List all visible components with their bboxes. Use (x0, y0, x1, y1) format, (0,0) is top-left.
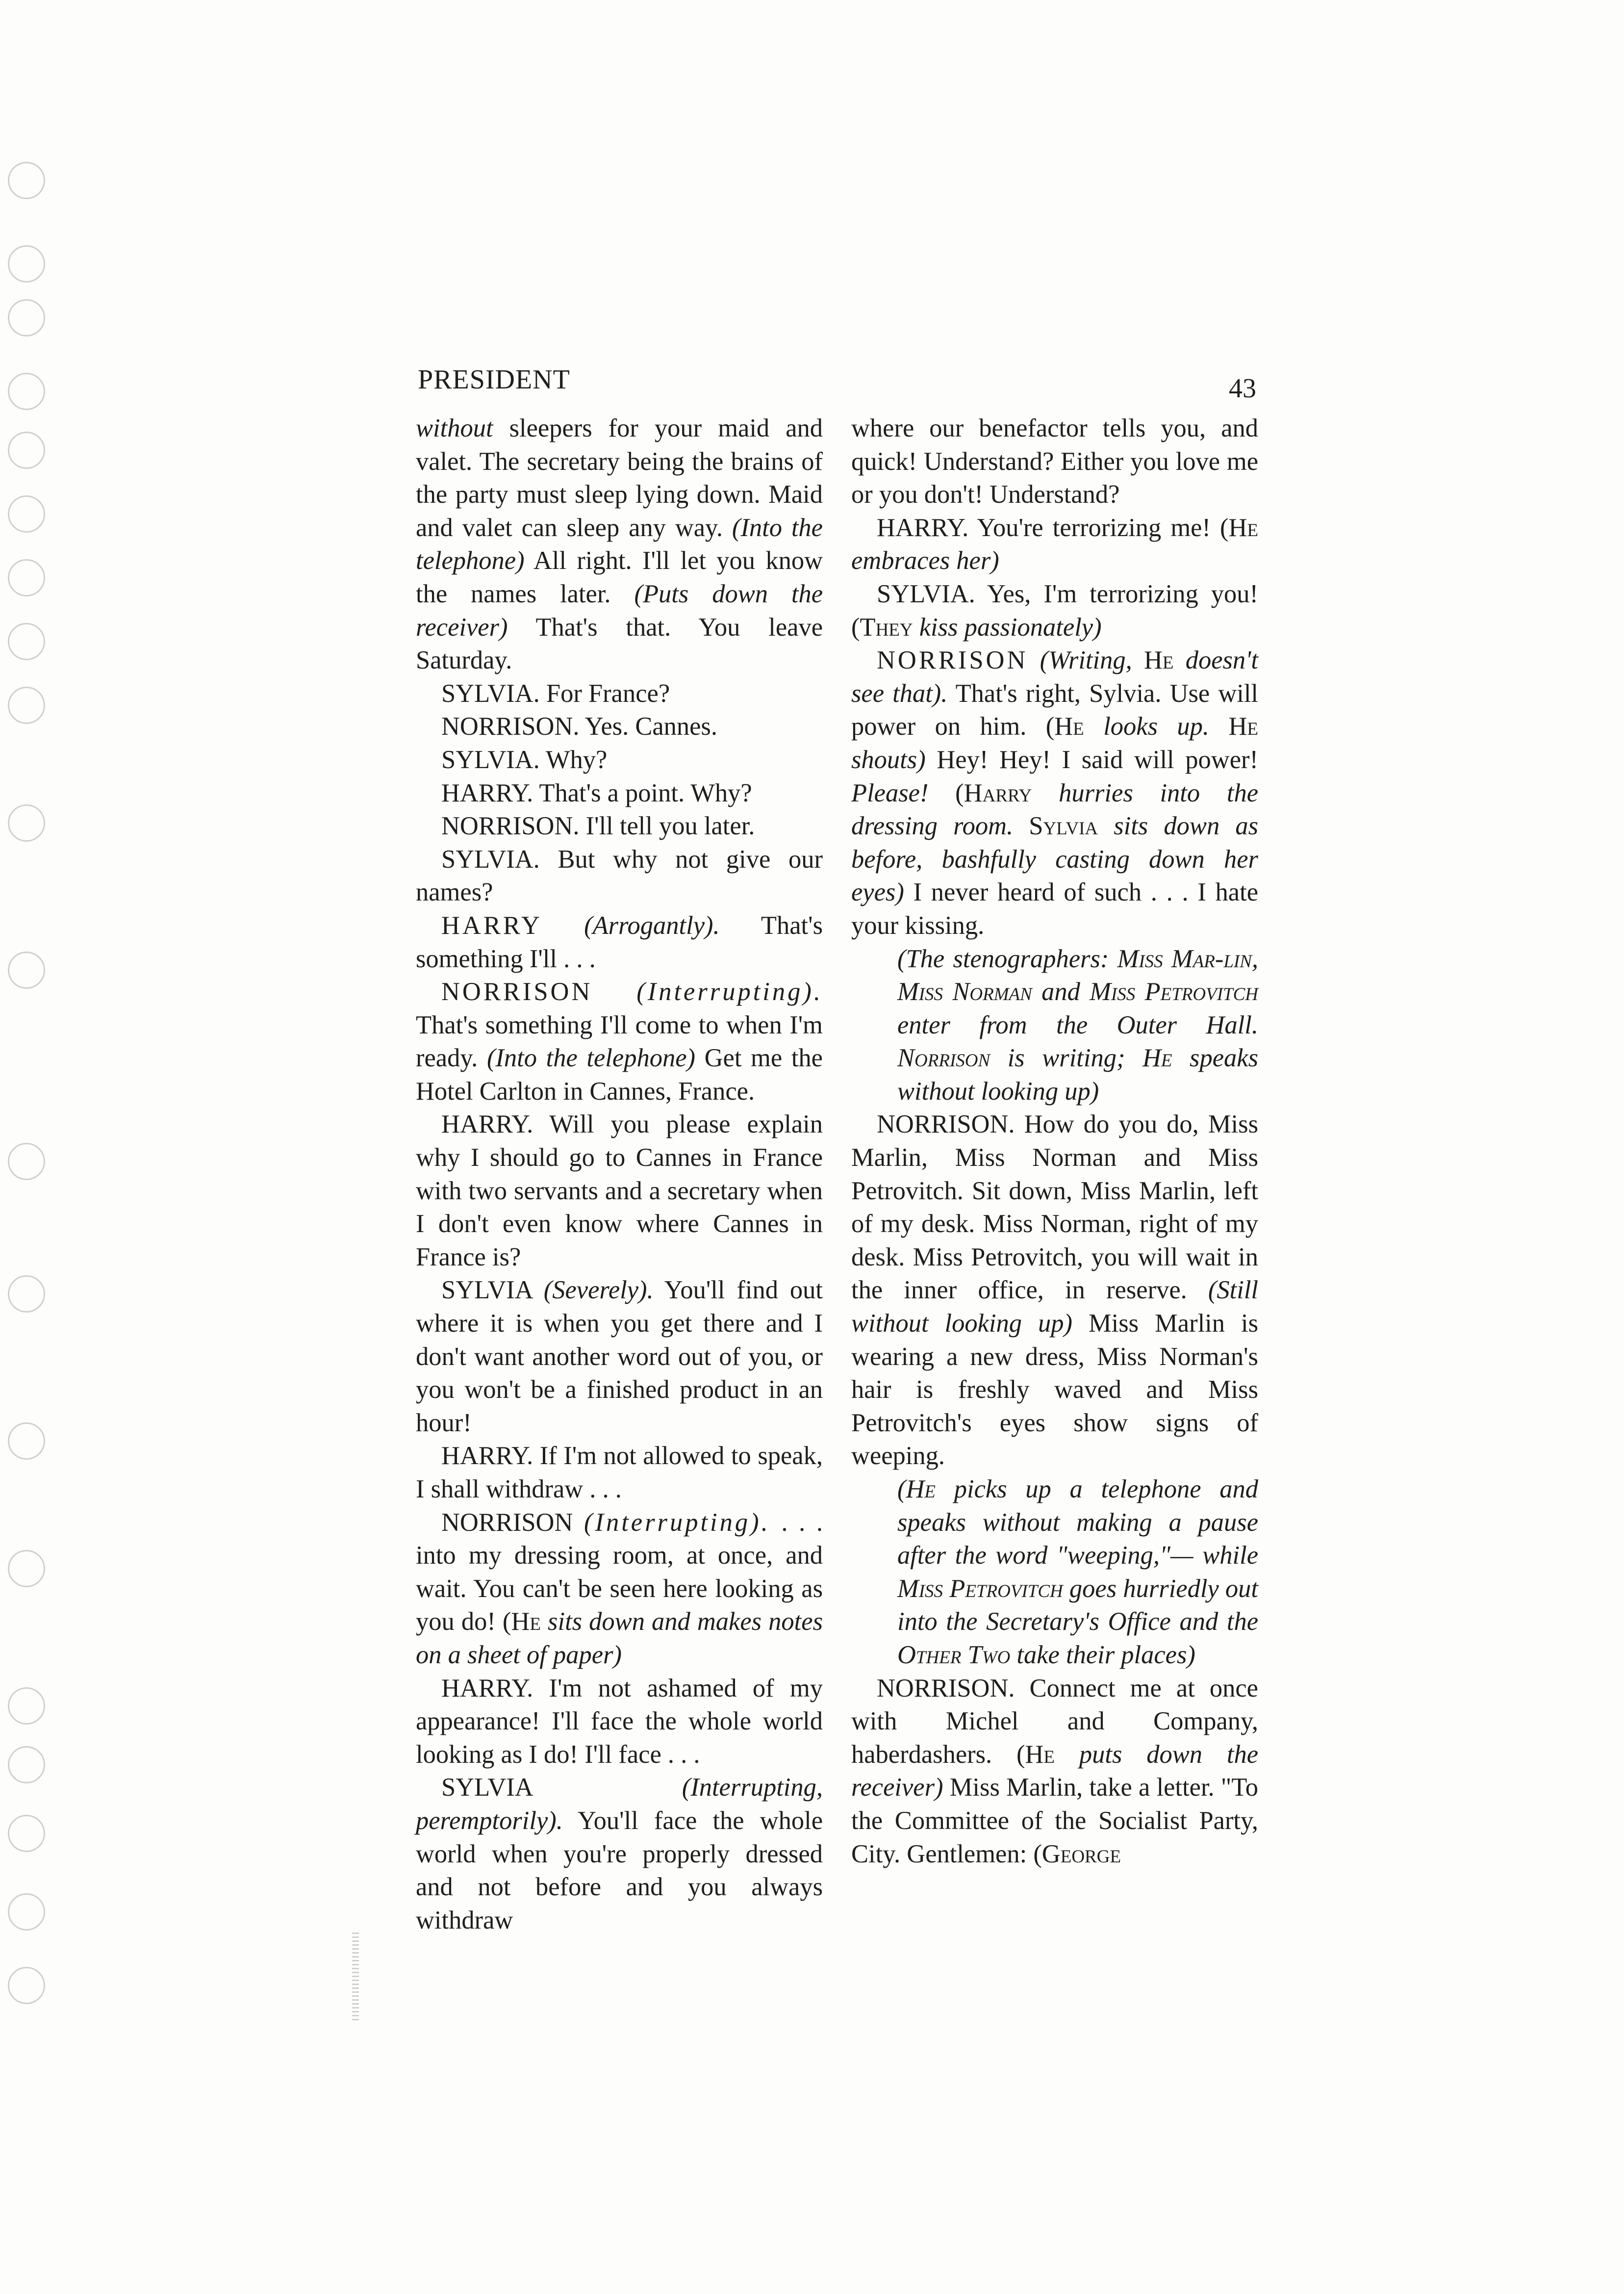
speech-paragraph (416, 1108, 823, 1274)
text-run: NORRISON. How do you do, Miss Marlin, Miss Norman and Miss Petrovitch. Sit down, Miss Marlin, left of my desk. Miss Norman, right of my desk. Miss Petrovitch, you will wait in the inner office, in reserve. (851, 1110, 1258, 1305)
binder-hole (8, 1687, 45, 1725)
text-run: . . . into my dressing room, at once, and wait. You can't be seen here looking as you do! (H (416, 1508, 823, 1636)
speech-paragraph (416, 843, 823, 909)
text-run: ( (928, 778, 964, 807)
text-run: SYLVIA. But why not give our names? (416, 845, 823, 907)
binder-hole (8, 623, 45, 660)
speech-paragraph (851, 512, 1258, 578)
speech-paragraph (416, 677, 823, 711)
speech-paragraph (851, 1108, 1258, 1473)
text-run: (Puts down the receiver) (416, 579, 823, 642)
text-run: wo (982, 1640, 1011, 1669)
text-run: (Into the telephone) (416, 513, 823, 575)
text-run: All right. I'll let you know the names later. (416, 546, 823, 608)
text-run: Harry (964, 778, 1032, 807)
text-run (936, 1475, 954, 1503)
text-run: without (416, 414, 493, 442)
speech-paragraph (416, 909, 823, 976)
text-run: Sylvia (1029, 812, 1098, 841)
text-run: , M (897, 944, 1259, 1006)
binder-hole (8, 952, 45, 989)
text-run (592, 978, 636, 1006)
text-run: That's something I'll . . . (416, 911, 823, 973)
text-run (541, 1607, 548, 1636)
text-run (1013, 812, 1029, 840)
speech-paragraph (416, 976, 823, 1108)
text-run: Please! (851, 778, 929, 807)
binder-hole (8, 1967, 45, 2004)
page-number: 43 (1229, 373, 1256, 404)
text-run (1028, 646, 1040, 674)
text-run: (Severely). (543, 1276, 654, 1305)
text-run: P (1135, 978, 1161, 1006)
text-run: M (1080, 978, 1111, 1006)
speech-paragraph (416, 1506, 823, 1672)
text-run: HARRY. Will you please explain why I should go to Cannes in France with two servants and a secretary when I don't even know where Cannes in France is? (416, 1110, 823, 1271)
text-run: e (530, 1607, 541, 1636)
binder-hole (8, 804, 45, 842)
text-run: enter from the Outer Hall. (897, 1010, 1258, 1039)
binder-hole (8, 245, 45, 283)
text-run: O (897, 1640, 916, 1669)
text-run: kiss passionately) (919, 613, 1102, 642)
speech-paragraph (416, 744, 823, 777)
binder-hole (8, 1275, 45, 1313)
text-run: HARRY. I'm not ashamed of my appearance! I'll face the whole world looking as I do! I'll face . . . (416, 1674, 823, 1769)
binder-hole (8, 432, 45, 469)
binder-hole (8, 373, 45, 410)
binder-hole (8, 1143, 45, 1180)
text-run: H (1209, 712, 1247, 741)
text-run: e (924, 1475, 936, 1503)
text-run: puts down the receiver) (851, 1740, 1258, 1802)
text-run: sleepers for your maid and valet. The secretary being the brains of the party must sleep lying down. Maid and valet can sleep any way. (416, 414, 823, 542)
text-run: NORRISON (441, 978, 593, 1006)
text-run: ther (915, 1640, 962, 1669)
text-run: M (1163, 944, 1193, 973)
running-head: PRESIDENT (418, 364, 570, 395)
text-run: (Into the telephone) (486, 1044, 695, 1073)
text-run: orman (969, 978, 1032, 1006)
binder-hole (8, 495, 45, 533)
binder-hole (8, 1815, 45, 1852)
speech-paragraph (416, 1771, 823, 1937)
text-run: M (897, 1574, 919, 1603)
text-run: M (1109, 944, 1139, 973)
text-run: looks up. (1103, 712, 1210, 741)
text-run: NORRISON (441, 1508, 584, 1537)
binder-hole (8, 559, 45, 596)
text-run: iss (918, 978, 943, 1006)
text-run: speaks without looking up) (897, 1044, 1258, 1106)
speech-continuation (416, 412, 823, 677)
text-run: is writing; (1007, 1044, 1125, 1073)
text-run: picks up a telephone and speaks without making a pause after the word "weeping,"— while (897, 1475, 1259, 1570)
text-run: iss (1111, 978, 1136, 1006)
text-run (1032, 779, 1059, 807)
text-run: SYLVIA. Why? (441, 745, 608, 774)
text-run: (Interrupting, peremptorily). (416, 1773, 823, 1835)
speech-paragraph (416, 1274, 823, 1440)
binder-hole (8, 1746, 45, 1783)
text-run: You'll face the whole world when you're properly dressed and not before and you always withdraw (416, 1806, 823, 1934)
text-run: (H (897, 1475, 925, 1503)
stage-direction (897, 943, 1258, 1108)
text-run: SYLVIA (441, 1773, 682, 1802)
text-run: orrison (914, 1044, 990, 1073)
text-run: e (1073, 712, 1084, 741)
text-run: e (1043, 1740, 1055, 1769)
text-run: iss (918, 1574, 943, 1603)
binder-hole (8, 687, 45, 724)
text-run (1032, 978, 1041, 1006)
speech-paragraph (851, 644, 1258, 942)
text-run: where our benefactor tells you, and quick! Understand? Either you love me or you don't! Understand? (851, 414, 1258, 509)
text-run (1173, 646, 1185, 674)
text-run: That's that. You leave Saturday. (416, 613, 823, 675)
text-run: doesn't see that). (851, 646, 1259, 708)
text-run: (Interrupting). (584, 1508, 770, 1537)
text-run (542, 911, 584, 940)
text-run: sits down as before, bashfully casting down her eyes) (851, 812, 1259, 907)
text-run (1063, 1574, 1069, 1603)
text-run: HARRY (441, 911, 542, 940)
text-run: iss (1139, 944, 1163, 973)
text-run: embraces her) (851, 546, 999, 575)
text-run: e (1247, 513, 1258, 542)
binder-hole (8, 1422, 45, 1460)
text-run: etrovitch (965, 1574, 1063, 1603)
binder-hole (8, 299, 45, 336)
text-run (1055, 1740, 1079, 1769)
text-run: Miss Marlin is wearing a new dress, Miss Norman's hair is freshly waved and Miss Petrovitch's eyes show signs of weeping. (851, 1309, 1258, 1470)
text-run: Hey! Hey! I said will power! (925, 745, 1258, 774)
text-run: That's something I'll come to when I'm ready. (416, 1010, 823, 1073)
text-run (990, 1044, 1008, 1072)
text-run: and (1041, 978, 1080, 1006)
text-run: SYLVIA. For France? (441, 679, 670, 708)
text-run: (Still without looking up) (851, 1276, 1258, 1338)
text-run (1010, 1641, 1016, 1669)
binder-hole (8, 1893, 45, 1931)
text-run: (Writing, (1040, 646, 1132, 675)
text-run: N (943, 978, 970, 1006)
speech-paragraph (851, 1672, 1258, 1871)
text-run: hurries into the dressing room. (851, 778, 1259, 841)
binder-hole (8, 1550, 45, 1587)
text-run: You'll find out where it is when you get there and I don't want another word out of you, or you won't be a finished product in an hour! (416, 1276, 823, 1437)
text-run (1084, 712, 1103, 741)
text-run: NORRISON. Yes. Cannes. (441, 712, 717, 741)
text-run: SYLVIA (441, 1276, 544, 1305)
text-run: sits down and makes notes on a sheet of paper) (416, 1607, 823, 1669)
text-run: SYLVIA. Yes, I'm terrorizing you! (T (851, 579, 1258, 642)
speech-paragraph (416, 810, 823, 843)
text-run: hey (875, 613, 913, 642)
text-run: N (897, 1044, 915, 1073)
text-run: goes hurriedly out into the Secretary's Office and the (897, 1574, 1258, 1636)
text-run (1172, 1044, 1190, 1072)
text-run: e (1162, 646, 1174, 675)
scan-artifact (352, 1933, 359, 2021)
text-run: ar (1193, 944, 1215, 973)
text-run: (Interrupting). (636, 978, 823, 1006)
text-run: eorge (1060, 1839, 1121, 1868)
text-run: NORRISON. I'll tell you later. (441, 812, 755, 841)
text-run: NORRISON (877, 646, 1028, 675)
speech-paragraph (416, 777, 823, 810)
text-run: (Arrogantly). (584, 911, 720, 940)
text-run: (The stenographers: (897, 944, 1109, 973)
speech-paragraph (416, 710, 823, 744)
speech-paragraph (416, 1440, 823, 1506)
text-run: lin (1223, 944, 1252, 973)
text-run: Get me the Hotel Carlton in Cannes, France. (416, 1044, 823, 1106)
text-run: etrovitch (1160, 978, 1258, 1006)
text-run: That's right, Sylvia. Use will power on him. (H (851, 679, 1258, 741)
text-run: NORRISON. Connect me at once with Michel and Company, haberdashers. (H (851, 1674, 1258, 1769)
left-column (416, 412, 823, 1937)
text-run: P (943, 1574, 965, 1603)
binder-hole (8, 162, 45, 199)
text-run: e (1247, 712, 1259, 741)
right-column (851, 412, 1258, 1871)
text-run: HARRY. That's a point. Why? (441, 778, 752, 807)
text-run: H (1132, 646, 1163, 675)
text-run: HARRY. You're terrorizing me! (H (877, 513, 1247, 542)
text-run: H (1125, 1044, 1161, 1073)
text-run: e (1161, 1044, 1172, 1073)
text-run: - (1215, 944, 1224, 973)
text-run: HARRY. If I'm not allowed to speak, I shall withdraw . . . (416, 1442, 823, 1503)
stage-direction (897, 1473, 1258, 1672)
text-run: Miss Marlin, take a letter. "To the Committee of the Socialist Party, City. Gentlemen: (G (851, 1773, 1258, 1868)
page-header (418, 354, 1256, 404)
text-run: I never heard of such . . . I hate your kissing. (851, 878, 1258, 940)
speech-continuation (851, 412, 1258, 512)
speech-paragraph (416, 1672, 823, 1772)
text-run: shouts) (851, 745, 926, 774)
speech-paragraph (851, 578, 1258, 644)
text-run: take their places) (1016, 1640, 1195, 1669)
text-run (913, 613, 919, 642)
text-run (1098, 812, 1114, 840)
text-run: T (961, 1640, 982, 1669)
